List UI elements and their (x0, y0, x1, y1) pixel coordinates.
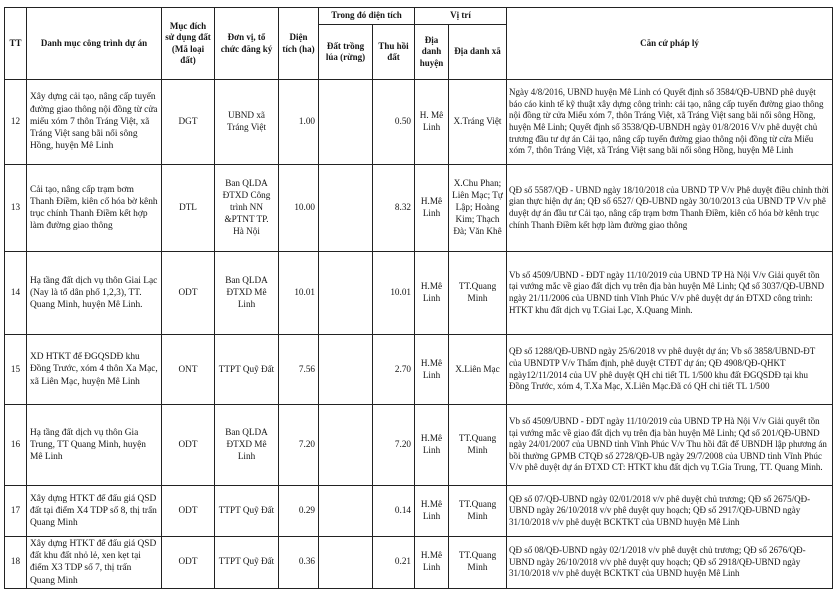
row-commune: X.Tráng Việt (449, 80, 507, 165)
table-row (5, 165, 833, 252)
row-recovered: 8.32 (373, 165, 415, 252)
header-location: Vị trí (415, 8, 507, 25)
table-row (5, 537, 833, 589)
row-tt: 16 (5, 405, 27, 486)
row-project: Xây dựng cải tạo, nâng cấp tuyến đường giao thông nội đồng từ cửa miếu xóm 7 thôn Tráng Việt, xã Tráng Việt sang bãi nổi sông Hồng, huyện Mê Linh (27, 80, 162, 165)
row-recovered: 10.01 (373, 252, 415, 335)
header-within-area: Trong đó diện tích (319, 8, 415, 25)
row-area: 7.20 (279, 405, 319, 486)
row-legal: QĐ số 1288/QĐ-UBND ngày 25/6/2018 vv phê duyệt dự án; Vb số 3858/UBND-ĐT của UBNDTP V/v Thẩm định, phê duyệt CTĐT dự án; QĐ 4908/QĐ-QHKT ngày12/11/2014 của UV phê duyệt QH chi tiết TL 1/500 khu đất ĐGQSDĐ tại khu Đồng Trước, xóm 4, T.Xa Mạc, X.Liên Mạc.Đã có QH chi tiết TL 1/500 (507, 335, 833, 405)
row-project: Hạ tầng đất dịch vụ thôn Gia Trung, TT Quang Minh, huyện Mê Linh (27, 405, 162, 486)
header-area: Diện tích (ha) (279, 8, 319, 80)
table-row (5, 80, 833, 165)
row-recovered: 2.70 (373, 335, 415, 405)
land-use-table (4, 7, 833, 589)
row-commune: X.Chu Phan; Liên Mạc; Tự Lập; Hoàng Kim; Thạch Đà; Văn Khê (449, 165, 507, 252)
row-district: H.Mê Linh (415, 405, 449, 486)
row-project: Xây dựng HTKT để đấu giá QSD đất khu đất nhỏ lẻ, xen kẹt tại điểm X3 TDP số 7, thị trấn Quang Minh (27, 537, 162, 589)
row-district: H.Mê Linh (415, 252, 449, 335)
table-row (5, 335, 833, 405)
row-area: 7.56 (279, 335, 319, 405)
row-org: Ban QLDA ĐTXD Công trình NN &PTNT TP. Hà Nội (215, 165, 279, 252)
header-tt: TT (5, 8, 27, 80)
row-org: Ban QLDA ĐTXD Mê Linh (215, 252, 279, 335)
header-recovered: Thu hồi đất (373, 25, 415, 80)
row-legal: Vb số 4509/UBND - ĐDT ngày 11/10/2019 của UBND TP Hà Nội V/v Giải quyết tồn tại vướng mắc về giao đất dịch vụ trên địa bàn huyện Mê Linh; Qđ số 201/QĐ-UBND ngày 24/01/2007 của UBND tỉnh Vĩnh Phúc V/v Thu hồi đất để UBNDH lập phương án bồi thường GPMB CTQĐ số 2728/QĐ-UB ngày 29/7/2008 của UBND tỉnh Vĩnh Phúc V/v phê duyệt dự án ĐTXD CT: HTKT khu đất dịch vụ T.Gia Trung, TT. Quang Minh. (507, 405, 833, 486)
row-area: 0.29 (279, 486, 319, 537)
row-legal: QĐ số 07/QĐ-UBND ngày 02/01/2018 v/v phê duyệt chủ trương; QĐ số 2675/QĐ-UBND ngày 26/10/2018 v/v phê duyệt quy hoạch; QĐ số 2917/QĐ-UBND ngày 31/10/2018 v/v phê duyệt BCKTKT của UBND huyện Mê Linh (507, 486, 833, 537)
row-tt: 17 (5, 486, 27, 537)
row-tt: 18 (5, 537, 27, 589)
row-commune: TT.Quang Minh (449, 405, 507, 486)
row-purpose: ODT (162, 252, 215, 335)
row-tt: 12 (5, 80, 27, 165)
header-legal: Căn cứ pháp lý (507, 8, 833, 80)
row-area: 1.00 (279, 80, 319, 165)
row-rice (319, 252, 373, 335)
row-district: H.Mê Linh (415, 486, 449, 537)
row-commune: TT.Quang Minh (449, 486, 507, 537)
row-project: Xây dựng HTKT để đấu giá QSD đất tại điểm X4 TDP số 8, thị trấn Quang Minh (27, 486, 162, 537)
row-rice (319, 165, 373, 252)
row-commune: TT.Quang Minh (449, 252, 507, 335)
row-purpose: DTL (162, 165, 215, 252)
row-tt: 14 (5, 252, 27, 335)
row-project: Hạ tầng đất dịch vụ thôn Giai Lạc (Nay là tổ dân phố 1,2,3), TT. Quang Minh, huyện Mê Linh. (27, 252, 162, 335)
row-legal: QĐ số 5587/QĐ - UBND ngày 18/10/2018 của UBND TP V/v Phê duyệt điều chỉnh thời gian thực hiện dự án; QĐ số 6527/ QĐ-UBND ngày 30/10/2013 của UBND TP V/v phê duyệt dự án đầu tư Cải tạo, nâng cấp trạm bơm Thanh Điềm, kiên cố hóa bờ kênh trục chính Thanh Điềm kết hợp làm đường giao thông (507, 165, 833, 252)
row-legal: Ngày 4/8/2016, UBND huyện Mê Linh có Quyết định số 3584/QĐ-UBND phê duyệt báo cáo kinh tế kỹ thuật xây dựng công trình: cải tạo, nâng cấp tuyến đường giao thông nội đồng từ cửa Miếu xóm 7, thôn Tráng Việt, xã Tráng Việt sang bãi nổi sông Hồng, huyện Mê Linh; Quyết định số 3538/QĐ-UBNDH ngày 01/8/2016 V/v phê duyệt chủ trương đầu tư dự án Cải tạo, nâng cấp tuyến đường giao thông nội đồng từ cửa Miếu xóm 7, thôn Tráng Việt, xã Tráng Việt sang bãi nổi sông Hồng, huyện Mê Linh (507, 80, 833, 165)
row-purpose: ODT (162, 537, 215, 589)
row-district: H.Mê Linh (415, 537, 449, 589)
row-legal: Vb số 4509/UBND - ĐDT ngày 11/10/2019 của UBND TP Hà Nội V/v Giải quyết tồn tại vướng mắc về giao đất dịch vụ trên địa bàn huyện Mê Linh; Qđ số 3037/QĐ-UBND ngày 21/11/2006 của UBND tỉnh Vĩnh Phúc V/v phê duyệt dự án ĐTXD công trình: HTKT khu đất dịch vụ T.Giai Lạc, X.Quang Minh. (507, 252, 833, 335)
row-tt: 15 (5, 335, 27, 405)
row-org: TTPT Quỹ Đất (215, 486, 279, 537)
row-org: UBND xã Tráng Việt (215, 80, 279, 165)
header-row-1 (5, 8, 833, 25)
row-project: Cải tạo, nâng cấp trạm bơm Thanh Điềm, kiên cố hóa bờ kênh trục chính Thanh Điềm kết hợp làm đường giao thông (27, 165, 162, 252)
row-rice (319, 537, 373, 589)
row-area: 0.36 (279, 537, 319, 589)
row-purpose: DGT (162, 80, 215, 165)
header-commune: Địa danh xã (449, 25, 507, 80)
table-row (5, 252, 833, 335)
header-purpose: Mục đích sử dụng đất (Mã loại đất) (162, 8, 215, 80)
row-org: Ban QLDA ĐTXD Mê Linh (215, 405, 279, 486)
row-recovered: 7.20 (373, 405, 415, 486)
row-area: 10.00 (279, 165, 319, 252)
row-recovered: 0.50 (373, 80, 415, 165)
row-purpose: ODT (162, 486, 215, 537)
row-recovered: 0.14 (373, 486, 415, 537)
header-project: Danh mục công trình dự án (27, 8, 162, 80)
row-purpose: ONT (162, 335, 215, 405)
row-rice (319, 80, 373, 165)
row-rice (319, 335, 373, 405)
header-org: Đơn vị, tổ chức đăng ký (215, 8, 279, 80)
table-row (5, 405, 833, 486)
header-rice-land: Đất trồng lúa (rừng) (319, 25, 373, 80)
row-commune: TT.Quang Minh (449, 537, 507, 589)
row-area: 10.01 (279, 252, 319, 335)
row-org: TTPT Quỹ Đất (215, 335, 279, 405)
row-district: H. Mê Linh (415, 80, 449, 165)
row-commune: X.Liên Mạc (449, 335, 507, 405)
row-legal: QĐ số 08/QĐ-UBND ngày 02/1/2018 v/v phê duyệt chủ trương; QĐ số 2676/QĐ-UBND ngày 26/10/2018 v/v phê duyệt quy hoạch; QĐ số 2918/QĐ-UBND ngày 31/10/2018 v/v phê duyệt BCKTKT của UBND huyện Mê Linh (507, 537, 833, 589)
row-org: TTPT Quỹ Đất (215, 537, 279, 589)
row-purpose: ODT (162, 405, 215, 486)
row-recovered: 0.21 (373, 537, 415, 589)
row-rice (319, 486, 373, 537)
row-rice (319, 405, 373, 486)
header-district: Địa danh huyện (415, 25, 449, 80)
row-district: H.Mê Linh (415, 165, 449, 252)
row-project: XD HTKT để ĐGQSDĐ khu Đồng Trước, xóm 4 thôn Xa Mạc, xã Liên Mạc, huyện Mê Linh (27, 335, 162, 405)
table-row (5, 486, 833, 537)
row-tt: 13 (5, 165, 27, 252)
row-district: H.Mê Linh (415, 335, 449, 405)
